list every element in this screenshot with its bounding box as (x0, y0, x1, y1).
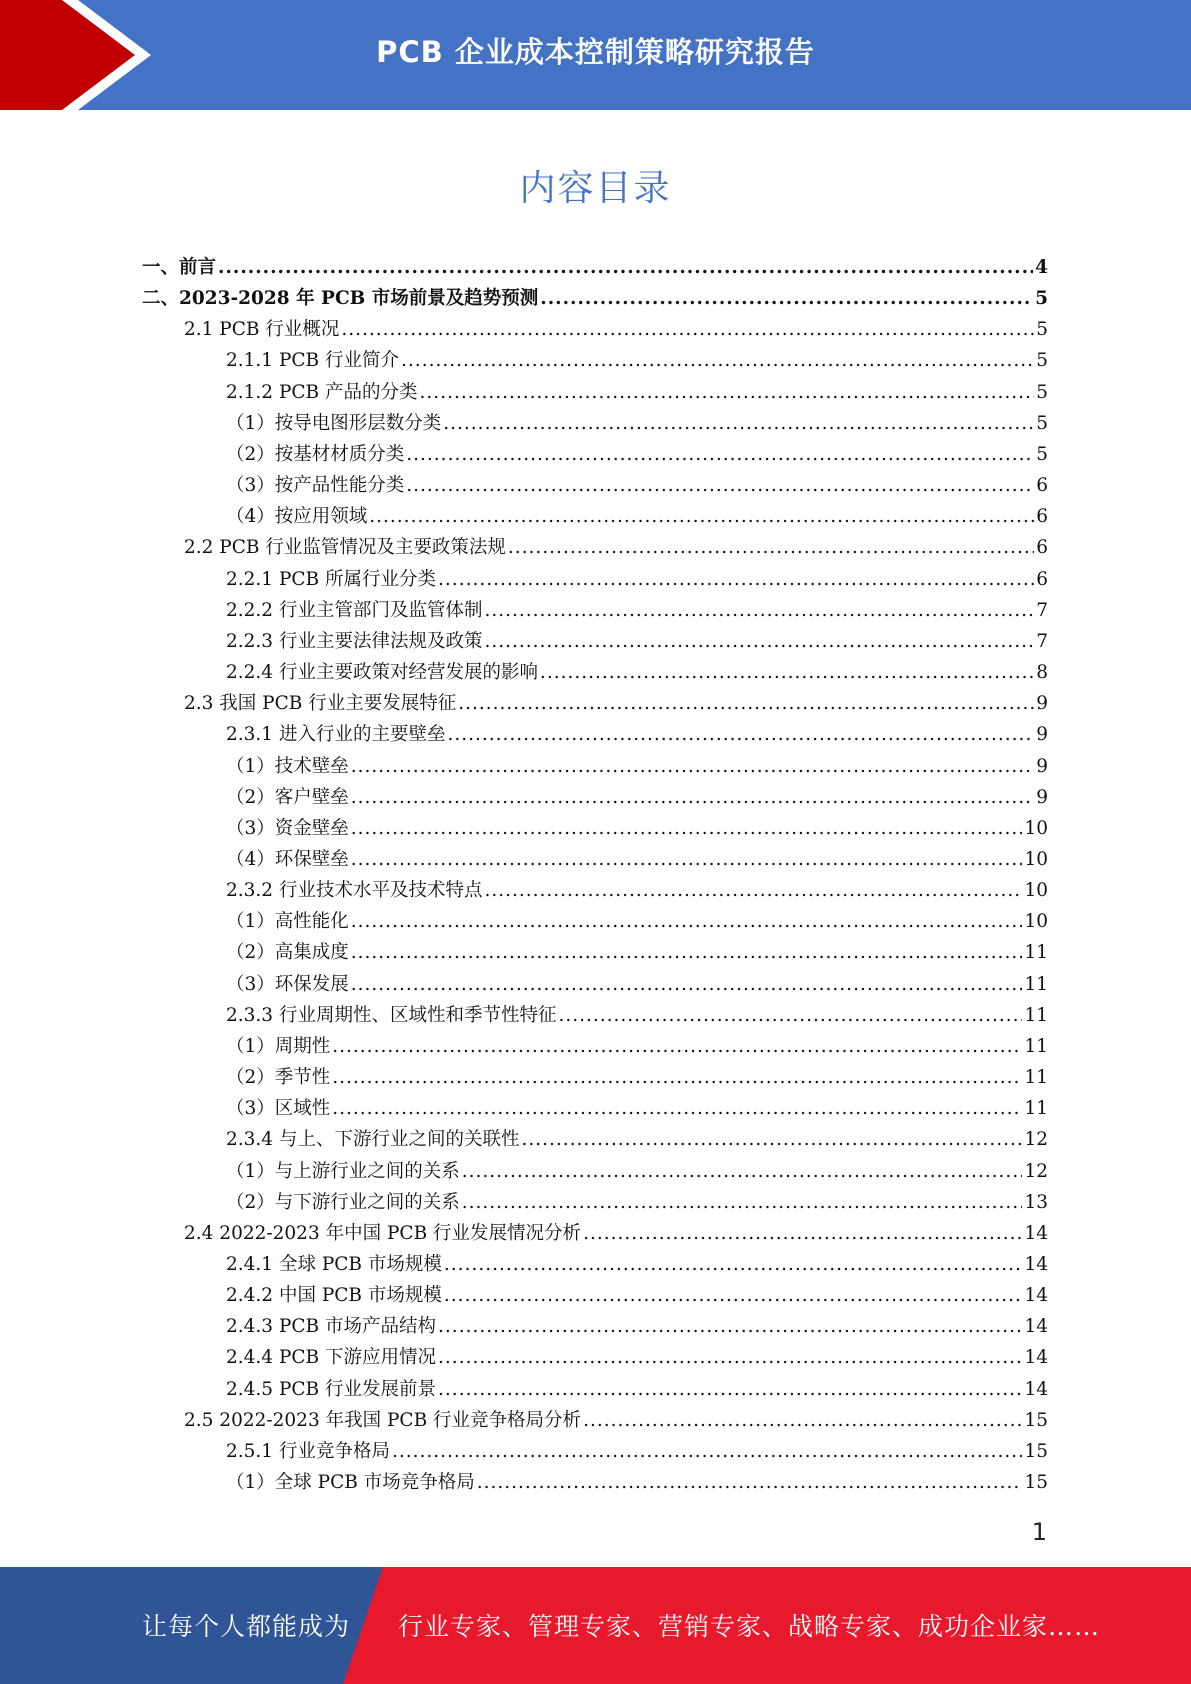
toc-entry[interactable] (142, 315, 1048, 346)
toc-dot-leader (438, 569, 1034, 590)
toc-entry-title: 2.2.2 行业主管部门及监管体制 (226, 599, 483, 621)
toc-entry[interactable] (142, 1406, 1048, 1437)
toc-entry-page: 14 (1024, 1254, 1048, 1275)
toc-entry-title: 2.1 PCB 行业概况 (184, 319, 340, 341)
toc-entry-title: 2.2.4 行业主要政策对经营发展的影响 (226, 662, 538, 684)
toc-entry-page: 5 (1036, 381, 1048, 403)
toc-entry-title: （2）季节性 (226, 1067, 331, 1089)
toc-entry-page: 10 (1024, 911, 1048, 933)
toc-entry[interactable] (142, 284, 1048, 315)
toc-dot-leader (420, 382, 1035, 403)
toc-entry[interactable] (142, 409, 1048, 440)
toc-dot-leader (351, 942, 1023, 963)
toc-entry-page: 10 (1024, 848, 1048, 870)
toc-dot-leader (458, 693, 1034, 714)
toc-entry-title: （3）按产品性能分类 (226, 475, 405, 497)
toc-entry-title: 2.2 PCB 行业监管情况及主要政策法规 (184, 537, 506, 559)
toc-dot-leader (332, 1098, 1022, 1119)
toc-entry[interactable] (142, 1343, 1048, 1374)
toc-dot-leader (351, 818, 1023, 839)
toc-entry-page: 7 (1036, 599, 1048, 621)
toc-dot-leader (484, 880, 1022, 901)
toc-dot-leader (447, 724, 1034, 745)
toc-entry[interactable] (142, 533, 1048, 564)
toc-dot-leader (218, 257, 1033, 278)
toc-entry-title: （1）全球 PCB 市场竞争格局 (226, 1472, 475, 1494)
toc-entry-page: 5 (1036, 412, 1048, 434)
toc-entry-page: 9 (1036, 724, 1048, 746)
toc-entry-title: 2.5 2022-2023 年我国 PCB 行业竞争格局分析 (184, 1409, 582, 1431)
toc-entry[interactable] (142, 845, 1048, 876)
toc-entry[interactable] (142, 596, 1048, 627)
toc-dot-leader (341, 319, 1034, 340)
toc-entry[interactable] (142, 502, 1048, 533)
toc-dot-leader (351, 787, 1034, 808)
toc-entry[interactable] (142, 627, 1048, 658)
toc-entry[interactable] (142, 752, 1048, 783)
toc-dot-leader (508, 537, 1034, 558)
toc-entry-page: 11 (1024, 1035, 1048, 1057)
toc-entry-title: 2.4.4 PCB 下游应用情况 (226, 1347, 437, 1369)
toc-entry[interactable] (142, 1188, 1048, 1219)
toc-dot-leader (351, 849, 1023, 870)
toc-entry[interactable] (142, 1468, 1048, 1499)
toc-entry-title: （3）区域性 (226, 1098, 331, 1120)
toc-entry-title: （1）按导电图形层数分类 (226, 412, 442, 434)
toc-entry[interactable] (142, 253, 1048, 284)
toc-entry-title: （1）与上游行业之间的关系 (226, 1160, 460, 1182)
toc-entry-page: 12 (1024, 1129, 1048, 1151)
toc-dot-leader (484, 600, 1034, 621)
toc-entry-title: 2.5.1 行业竞争格局 (226, 1440, 390, 1462)
toc-entry-page: 8 (1036, 662, 1048, 684)
toc-entry[interactable] (142, 907, 1048, 938)
toc-entry-title: 2.2.3 行业主要法律法规及政策 (226, 630, 483, 652)
toc-entry-page: 14 (1024, 1222, 1048, 1244)
footer-slogan-right: 行业专家、管理专家、营销专家、战略专家、成功企业家…… (398, 1612, 1101, 1641)
toc-entry-title: （4）按应用领域 (226, 506, 368, 528)
toc-entry-page: 5 (1036, 319, 1048, 341)
toc-entry-title: 2.4 2022-2023 年中国 PCB 行业发展情况分析 (184, 1222, 582, 1244)
toc-entry-page: 6 (1036, 475, 1048, 497)
toc-entry-title: （2）与下游行业之间的关系 (226, 1191, 460, 1213)
toc-entry[interactable] (142, 1157, 1048, 1188)
toc-dot-leader (444, 1285, 1023, 1306)
toc-entry[interactable] (142, 814, 1048, 845)
toc-dot-leader (369, 506, 1034, 527)
toc-entry[interactable] (142, 1375, 1048, 1406)
toc-entry-page: 14 (1024, 1378, 1048, 1400)
report-title: PCB 企业成本控制策略研究报告 (376, 34, 815, 69)
toc-dot-leader (406, 444, 1034, 465)
toc-entry-page: 4 (1035, 257, 1048, 278)
toc-entry-page: 11 (1024, 942, 1048, 964)
toc-entry-page: 11 (1024, 973, 1048, 995)
toc-dot-leader (351, 756, 1034, 777)
toc-dot-leader (540, 288, 1033, 309)
toc-dot-leader (332, 1036, 1022, 1057)
toc-list (142, 253, 1048, 1499)
toc-entry[interactable] (142, 1001, 1048, 1032)
footer-slogan-left: 让每个人都能成为 (142, 1612, 351, 1641)
toc-entry-page: 6 (1036, 537, 1048, 559)
toc-dot-leader (392, 1441, 1022, 1462)
toc-entry-page: 9 (1036, 693, 1048, 715)
toc-dot-leader (332, 1067, 1022, 1088)
toc-entry[interactable] (142, 720, 1048, 751)
footer-banner (0, 1567, 1191, 1684)
toc-entry-title: （2）高集成度 (226, 942, 349, 964)
toc-entry-page: 11 (1024, 1067, 1048, 1089)
toc-entry-page: 5 (1035, 288, 1048, 310)
toc-entry-title: 2.3.3 行业周期性、区域性和季节性特征 (226, 1004, 557, 1026)
toc-entry-page: 5 (1036, 350, 1048, 372)
toc-entry[interactable] (142, 440, 1048, 471)
toc-dot-leader (583, 1223, 1022, 1244)
toc-entry-title: （1）技术壁垒 (226, 755, 349, 777)
toc-entry-page: 10 (1024, 817, 1048, 839)
toc-dot-leader (477, 1472, 1023, 1493)
toc-entry-title: 2.4.5 PCB 行业发展前景 (226, 1378, 437, 1400)
toc-entry[interactable] (142, 1125, 1048, 1156)
toc-entry-page: 7 (1036, 630, 1048, 652)
toc-entry-page: 15 (1024, 1440, 1048, 1462)
toc-dot-leader (351, 974, 1023, 995)
toc-dot-leader (438, 1316, 1022, 1337)
toc-entry-page: 15 (1024, 1409, 1048, 1431)
toc-entry[interactable] (142, 1312, 1048, 1343)
toc-entry-title: 2.3.1 进入行业的主要壁垒 (226, 724, 446, 746)
toc-entry-title: 一、前言 (142, 257, 217, 278)
toc-entry[interactable] (142, 1250, 1048, 1281)
toc-entry-page: 5 (1036, 443, 1048, 465)
toc-entry-title: 2.3.2 行业技术水平及技术特点 (226, 880, 483, 902)
toc-entry-title: 2.2.1 PCB 所属行业分类 (226, 568, 437, 590)
toc-entry-page: 14 (1024, 1316, 1048, 1338)
toc-entry[interactable] (142, 565, 1048, 596)
toc-entry[interactable] (142, 1437, 1048, 1468)
toc-entry-page: 12 (1024, 1160, 1048, 1182)
toc-dot-leader (521, 1129, 1022, 1150)
toc-entry[interactable] (142, 689, 1048, 720)
toc-entry[interactable] (142, 1063, 1048, 1094)
toc-entry[interactable] (142, 471, 1048, 502)
toc-entry-page: 9 (1036, 786, 1048, 808)
toc-entry-page: 14 (1024, 1285, 1048, 1307)
header-banner (0, 0, 1191, 110)
toc-dot-leader (438, 1347, 1022, 1368)
toc-entry-page: 11 (1024, 1098, 1048, 1120)
toc-entry-page: 10 (1024, 880, 1048, 902)
toc-entry-title: （4）环保壁垒 (226, 848, 349, 870)
toc-dot-leader (484, 631, 1034, 652)
toc-entry-title: 2.1.2 PCB 产品的分类 (226, 381, 418, 403)
toc-entry[interactable] (142, 970, 1048, 1001)
toc-entry-title: 2.4.1 全球 PCB 市场规模 (226, 1254, 442, 1275)
toc-entry-title: （2）按基材材质分类 (226, 443, 405, 465)
toc-entry-title: 2.3.4 与上、下游行业之间的关联性 (226, 1129, 520, 1151)
toc-entry[interactable] (142, 1094, 1048, 1125)
toc-entry-page: 13 (1024, 1191, 1048, 1213)
toc-entry[interactable] (142, 1219, 1048, 1250)
toc-dot-leader (406, 475, 1034, 496)
toc-entry[interactable] (142, 1281, 1048, 1312)
toc-entry-page: 14 (1024, 1347, 1048, 1369)
toc-dot-leader (401, 350, 1034, 371)
toc-dot-leader (443, 413, 1034, 434)
toc-entry-title: 2.4.3 PCB 市场产品结构 (226, 1316, 437, 1338)
toc-entry[interactable] (142, 378, 1048, 409)
toc-dot-leader (558, 1005, 1022, 1026)
page-number: 1 (1031, 1518, 1047, 1546)
toc-entry-page: 6 (1036, 506, 1048, 528)
toc-dot-leader (351, 911, 1023, 932)
toc-entry-page: 6 (1036, 568, 1048, 590)
toc-dot-leader (438, 1379, 1022, 1400)
toc-entry-title: （1）周期性 (226, 1035, 331, 1057)
toc-entry-title: （1）高性能化 (226, 911, 349, 933)
toc-entry-title: 2.4.2 中国 PCB 市场规模 (226, 1285, 442, 1307)
toc-dot-leader (444, 1254, 1023, 1275)
toc-entry-page: 15 (1024, 1472, 1048, 1494)
toc-title: 内容目录 (519, 168, 672, 209)
toc-dot-leader (540, 662, 1034, 683)
toc-entry-title: 二、2023-2028 年 PCB 市场前景及趋势预测 (142, 288, 539, 310)
toc-entry-page: 9 (1036, 755, 1048, 777)
toc-entry-title: 2.3 我国 PCB 行业主要发展特征 (184, 693, 457, 715)
toc-entry-page: 11 (1024, 1004, 1048, 1026)
toc-entry-title: （3）资金壁垒 (226, 817, 349, 839)
toc-dot-leader (462, 1192, 1023, 1213)
toc-entry-title: 2.1.1 PCB 行业简介 (226, 350, 400, 372)
toc-entry[interactable] (142, 876, 1048, 907)
toc-entry-title: （3）环保发展 (226, 973, 349, 995)
toc-entry[interactable] (142, 938, 1048, 969)
toc-entry[interactable] (142, 658, 1048, 689)
toc-entry[interactable] (142, 346, 1048, 377)
toc-entry-title: （2）客户壁垒 (226, 786, 349, 808)
toc-entry[interactable] (142, 783, 1048, 814)
toc-dot-leader (583, 1410, 1022, 1431)
toc-dot-leader (462, 1161, 1023, 1182)
toc-entry[interactable] (142, 1032, 1048, 1063)
